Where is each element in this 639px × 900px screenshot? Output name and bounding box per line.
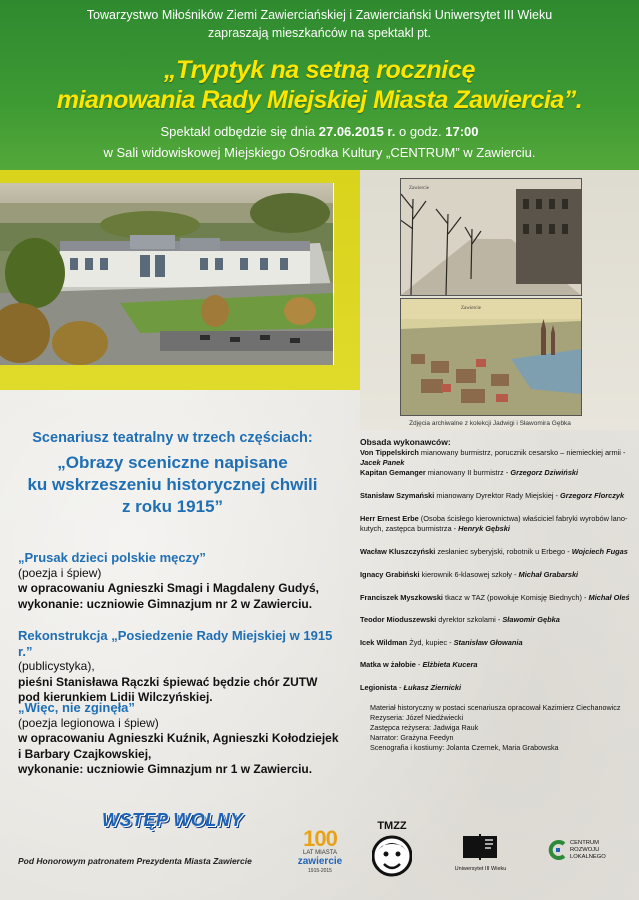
part-2-line2: pieśni Stanisława Rączki śpiewać będzie chór ZUTW — [18, 674, 318, 689]
cast-role: zesłaniec syberyjski, robotnik u Erbego — [435, 547, 568, 556]
credit-line: Rezyseria: Józef Niedźwiecki — [370, 713, 464, 722]
cast-entry: Matka w żałobie - Elżbieta Kucera — [360, 660, 478, 669]
time-prefix: o godz. — [395, 124, 446, 139]
cast-entry: Teodor Mioduszewski dyrektor szkolami - Sławomir Gębka — [360, 615, 560, 624]
cast-character: Stanisław Szymański — [360, 491, 435, 500]
part-1-line3: wykonanie: uczniowie Gimnazjum nr 2 w Zawierciu. — [18, 596, 313, 611]
cast-entry: Stanisław Szymański mianowany Dyrektor Rady Miejskiej - Grzegorz Florczyk — [360, 491, 625, 500]
play-title-line1: „Tryptyk na setną rocznicę — [163, 56, 476, 84]
scenario-title-line2: ku wskrzeszeniu historycznej chwili — [27, 475, 318, 494]
cast-actor: Grzegorz Dziwiński — [510, 468, 579, 477]
part-1-title: „Prusak dzieci polskie męczy” — [18, 550, 206, 565]
organizers-line: Towarzystwo Miłośników Ziemi Zawierciańskiej i Zawierciański Uniwersytet III Wieku — [86, 8, 553, 22]
cast-role: dyrektor szkolami — [436, 615, 498, 624]
tmzz-label: TMZZ — [377, 820, 407, 832]
cast-entry: Icek Wildman Żyd, kupiec - Stanisław Głowania — [360, 638, 523, 647]
part-3 — [18, 700, 348, 778]
logo-100-number: 100 — [303, 826, 337, 851]
part-1-line2: w opracowaniu Agnieszki Smagi i Magdaleny Gudyś, — [18, 581, 319, 595]
cast-entry: Herr Ernest Erbe (Osoba ścisłego kierownictwa) właściciel fabryki wyrobów lano-kutych, zastępca burmistrza - Henryk Gębski — [360, 514, 628, 533]
cast-character: Herr Ernest Erbe — [360, 514, 419, 523]
photo-caption: Zdjęcia archiwalne z kolekcji Jadwigi i Sławomira Gębka — [409, 420, 571, 427]
part-1 — [18, 550, 348, 612]
cast-actor: Jacek Panek — [360, 458, 405, 467]
cast-actor: Stanisław Głowania — [453, 638, 523, 647]
crl-icon — [548, 840, 568, 860]
100-years-logo — [290, 826, 350, 876]
logo-100-sub: LAT MIASTA — [302, 850, 337, 856]
utw-logo — [453, 832, 508, 882]
crl-logo — [548, 838, 628, 872]
cast-role: Żyd, kupiec — [407, 638, 450, 647]
cast-actor: Łukasz Ziernicki — [403, 683, 462, 692]
part-3-line4: wykonanie: uczniowie Gimnazjum nr 1 w Zawierciu. — [18, 762, 313, 776]
archive-photo-street — [400, 178, 582, 296]
cast-character: Von Tippelskirch — [360, 448, 419, 457]
scenario-heading — [0, 430, 345, 518]
archive-photo-panorama — [400, 298, 582, 416]
cast-character: Wacław Kluszczyński — [360, 547, 436, 556]
cast-actor: Sławomir Gębka — [502, 615, 560, 624]
date-line — [0, 124, 639, 139]
cast-role: (Osoba ścisłego kierownictwa) właściciel fabryki wyrobów lano-kutych, zastępca burmistrza — [360, 514, 628, 533]
utw-label: Uniwersytet III Wieku — [454, 866, 507, 872]
cast-character: Franciszek Myszkowski — [360, 593, 443, 602]
crl-label: CENTRUM ROZWOJU LOKALNEGO — [570, 840, 606, 860]
cast-role: mianowany II burmistrz — [425, 468, 506, 477]
cast-role: kierownik 6-klasowej szkoły — [419, 570, 515, 579]
free-entry-label: WSTĘP WOLNY — [102, 810, 243, 830]
cast-character: Legionista — [360, 683, 397, 692]
production-credits — [370, 703, 635, 753]
logo-100-years: 1915-2015 — [308, 868, 332, 874]
tmzz-logo — [370, 820, 414, 880]
cast-title: Obsada wykonawców: — [360, 437, 451, 447]
cast-entry: Ignacy Grabiński kierownik 6-klasowej szkoły - Michał Grabarski — [360, 570, 579, 579]
logo-100-city: zawiercie — [297, 856, 343, 867]
cast-actor: Michał Grabarski — [518, 570, 579, 579]
scenario-title-line3: z roku 1915” — [121, 497, 224, 516]
part-3-line3: i Barbary Czajkowskiej, — [18, 746, 152, 761]
event-date: 27.06.2015 r. — [318, 124, 396, 139]
credit-line: Narrator: Grażyna Feedyn — [370, 733, 454, 742]
cast-actor: Grzegorz Florczyk — [560, 491, 625, 500]
cast-actor: Wojciech Fugas — [571, 547, 628, 556]
header-banner — [0, 0, 639, 170]
part-1-line1: (poezja i śpiew) — [18, 565, 102, 580]
cast-character: Matka w żałobie — [360, 660, 416, 669]
venue-line: w Sali widowiskowej Miejskiego Ośrodka Kultury „CENTRUM” w Zawierciu. — [103, 145, 536, 160]
part-3-title: „Więc, nie zginęła” — [18, 700, 135, 715]
cast-actor: Elżbieta Kucera — [422, 660, 478, 669]
svg-text:Zawiercie: Zawiercie — [461, 306, 481, 311]
date-prefix: Spektakl odbędzie się dnia — [160, 124, 319, 139]
aerial-photo-train-station — [0, 183, 334, 365]
cast-actor: Henryk Gębski — [458, 524, 510, 533]
invitation-line: zapraszają mieszkańców na spektakl pt. — [207, 26, 432, 40]
cast-entry: Von Tippelskirch mianowany burmistrz, porucznik cesarsko – niemieckiej armii - Jacek Panek — [360, 448, 626, 467]
cast-role — [416, 660, 418, 669]
part-3-line1: (poezja legionowa i śpiew) — [18, 715, 159, 730]
cast-role — [397, 683, 399, 692]
scenario-title-line1: „Obrazy sceniczne napisane — [57, 453, 288, 472]
cast-entry: Franciszek Myszkowski tkacz w TAZ (powołuje Komisję Biednych) - Michał Oleś — [360, 593, 630, 602]
cast-entry: Kapitan Gemanger mianowany II burmistrz - Grzegorz Dziwiński — [360, 468, 579, 477]
svg-text:Zawiercie: Zawiercie — [409, 186, 429, 191]
part-3-line2: w opracowaniu Agnieszki Kuźnik, Agnieszki Kołodziejek — [18, 731, 339, 745]
cast-character: Ignacy Grabiński — [360, 570, 420, 579]
credit-line: Scenografia i kostiumy: Jolanta Czernek, Maria Grabowska — [370, 743, 559, 752]
scenario-intro: Scenariusz teatralny w trzech częściach: — [32, 430, 313, 446]
cast-character: Teodor Mioduszewski — [360, 615, 437, 624]
cast-role: tkacz w TAZ (powołuje Komisję Biednych) — [442, 593, 585, 602]
cast-entry: Legionista - Łukasz Ziernicki — [360, 683, 462, 692]
event-time: 17:00 — [445, 124, 479, 139]
cast-character: Kapitan Gemanger — [360, 468, 426, 477]
cast-character: Icek Wildman — [360, 638, 408, 647]
part-2 — [18, 628, 348, 706]
play-title-line2: mianowania Rady Miejskiej Miasta Zawiercia”. — [56, 86, 583, 114]
book-icon — [461, 832, 499, 862]
cast-role: mianowany Dyrektor Rady Miejskiej — [434, 491, 556, 500]
part-2-line3: pod kierunkiem Lidii Wilczyńskiej. — [18, 690, 213, 704]
cast-actor: Michał Oleś — [588, 593, 630, 602]
cast-role: mianowany burmistrz, porucznik cesarsko – niemieckiej armii — [418, 448, 621, 457]
cast-entry: Wacław Kluszczyński zesłaniec syberyjski, robotnik u Erbego - Wojciech Fugas — [360, 547, 628, 556]
part-2-title: Rekonstrukcja „Posiedzenie Rady Miejskiej w 1915 r.” — [18, 628, 333, 659]
tmzz-face-icon — [372, 834, 412, 878]
part-2-line1: (publicystyka), — [18, 659, 95, 673]
credit-line: Zastępca reżysera: Jadwiga Rauk — [370, 723, 479, 732]
credit-line: Materiał historyczny w postaci scenariusza opracował Kazimierz Ciechanowicz — [370, 703, 621, 712]
patronage-note: Pod Honorowym patronatem Prezydenta Miasta Zawiercie — [18, 856, 252, 866]
